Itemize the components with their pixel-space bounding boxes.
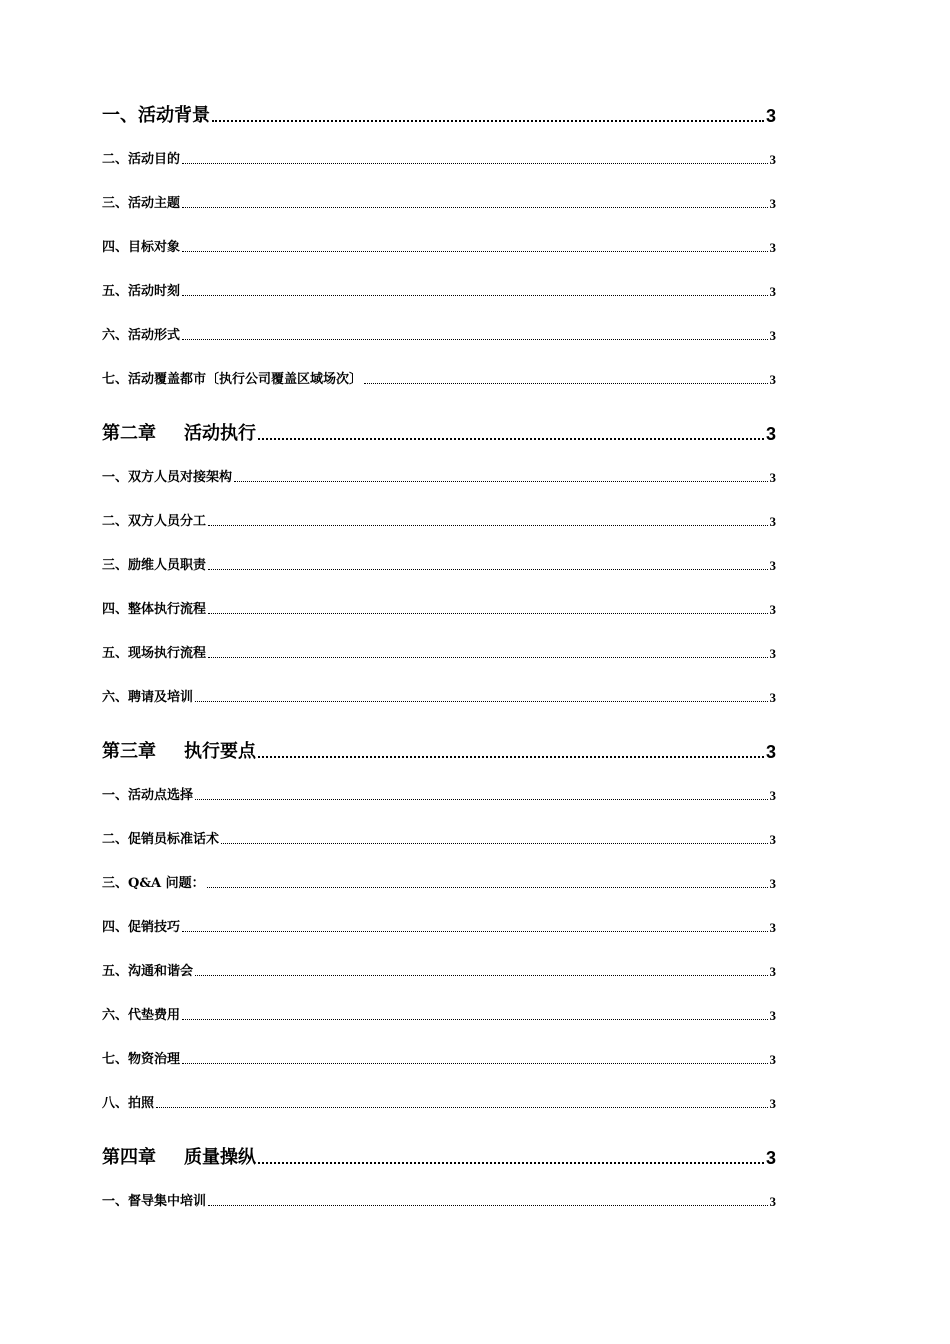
toc-entry-page: 3 [765, 1148, 776, 1168]
dot-leader [182, 251, 767, 252]
toc-entry-page: 3 [769, 1008, 776, 1023]
toc-entry[interactable] [102, 1004, 776, 1022]
toc-entry[interactable] [102, 642, 776, 660]
toc-chapter-entry[interactable] [102, 737, 776, 761]
toc-entry[interactable] [102, 101, 776, 125]
toc-entry-title: 七、物资治理 [102, 1052, 181, 1067]
toc-chapter-entry[interactable] [102, 419, 776, 443]
dot-leader [182, 339, 767, 340]
dot-leader [208, 1205, 767, 1206]
toc-entry[interactable] [102, 510, 776, 528]
toc-entry-title [102, 425, 256, 443]
toc-entry-page: 3 [769, 470, 776, 485]
toc-entry-page: 3 [769, 602, 776, 617]
dot-leader [208, 525, 767, 526]
toc-entry-page: 3 [769, 558, 776, 573]
dot-leader [182, 1019, 767, 1020]
dot-leader [182, 295, 767, 296]
toc-entry[interactable] [102, 324, 776, 342]
dot-leader [156, 1107, 767, 1108]
toc-entry-title: 四、目标对象 [102, 240, 181, 255]
toc-entry-page: 3 [769, 964, 776, 979]
toc-entry-title: 五、沟通和谐会 [102, 964, 194, 979]
dot-leader [212, 120, 764, 122]
toc-entry-title: 三、活动主题 [102, 196, 181, 211]
chapter-number: 第二章 [102, 423, 156, 444]
toc-entry-page: 3 [769, 240, 776, 255]
toc-entry-title: 二、活动目的 [102, 152, 181, 167]
toc-entry-title: 一、活动点选择 [102, 788, 194, 803]
dot-leader [258, 438, 764, 440]
dot-leader [208, 569, 767, 570]
toc-chapter-entry[interactable] [102, 1143, 776, 1167]
toc-entry-page: 3 [769, 328, 776, 343]
toc-entry[interactable] [102, 368, 776, 386]
dot-leader [208, 657, 767, 658]
toc-entry-page: 3 [765, 106, 776, 126]
toc-entry-page: 3 [765, 742, 776, 762]
toc-entry-page: 3 [769, 152, 776, 167]
toc-entry-page: 3 [765, 424, 776, 444]
toc-entry[interactable] [102, 466, 776, 484]
chapter-title: 执行要点 [184, 741, 256, 762]
toc-entry-page: 3 [769, 690, 776, 705]
toc-entry-title: 三、Q&A 问题： [102, 876, 205, 891]
toc-entry-page: 3 [769, 920, 776, 935]
toc-entry-page: 3 [769, 514, 776, 529]
toc-entry[interactable] [102, 1092, 776, 1110]
toc-entry-page: 3 [769, 832, 776, 847]
toc-entry[interactable] [102, 960, 776, 978]
chapter-title: 活动执行 [184, 423, 256, 444]
toc-entry[interactable] [102, 828, 776, 846]
toc-entry-page: 3 [769, 284, 776, 299]
toc-entry-title: 一、双方人员对接架构 [102, 470, 233, 485]
toc-entry-page: 3 [769, 196, 776, 211]
toc-entry-title: 一、督导集中培训 [102, 1194, 207, 1209]
dot-leader [182, 931, 767, 932]
toc-entry-page: 3 [769, 876, 776, 891]
toc-entry-page: 3 [769, 1096, 776, 1111]
dot-leader [182, 163, 767, 164]
dot-leader [195, 701, 767, 702]
dot-leader [182, 1063, 767, 1064]
toc-entry-title: 二、双方人员分工 [102, 514, 207, 529]
toc-entry[interactable] [102, 1190, 776, 1208]
dot-leader [258, 756, 764, 758]
toc-entry[interactable] [102, 872, 776, 890]
toc-entry-page: 3 [769, 1194, 776, 1209]
dot-leader [364, 383, 767, 384]
chapter-number: 第四章 [102, 1147, 156, 1168]
chapter-title: 质量操纵 [184, 1147, 256, 1168]
toc-entry-title [102, 743, 256, 761]
toc-entry[interactable] [102, 598, 776, 616]
toc-entry[interactable] [102, 192, 776, 210]
toc-entry-title: 六、聘请及培训 [102, 690, 194, 705]
toc-entry[interactable] [102, 554, 776, 572]
toc-entry[interactable] [102, 916, 776, 934]
toc-entry-title: 八、拍照 [102, 1096, 155, 1111]
toc-entry[interactable] [102, 148, 776, 166]
toc-entry[interactable] [102, 280, 776, 298]
dot-leader [195, 799, 767, 800]
toc-entry[interactable] [102, 236, 776, 254]
dot-leader [221, 843, 767, 844]
toc-entry[interactable] [102, 686, 776, 704]
toc-entry[interactable] [102, 784, 776, 802]
dot-leader [234, 481, 767, 482]
dot-leader [195, 975, 767, 976]
toc-entry-title: 六、活动形式 [102, 328, 181, 343]
toc-entry-title: 七、活动覆盖都市〔执行公司覆盖区域场次〕 [102, 372, 363, 387]
toc-entry-title: 四、整体执行流程 [102, 602, 207, 617]
toc-entry-title: 五、活动时刻 [102, 284, 181, 299]
toc-entry-page: 3 [769, 788, 776, 803]
toc-entry[interactable] [102, 1048, 776, 1066]
toc-entry-title: 二、促销员标准话术 [102, 832, 220, 847]
toc-entry-page: 3 [769, 1052, 776, 1067]
toc-entry-title: 四、促销技巧 [102, 920, 181, 935]
toc-entry-page: 3 [769, 372, 776, 387]
toc-entry-title: 五、现场执行流程 [102, 646, 207, 661]
dot-leader [258, 1162, 764, 1164]
toc-entry-title: 三、励维人员职责 [102, 558, 207, 573]
toc-entry-title: 一、活动背景 [102, 105, 210, 126]
chapter-number: 第三章 [102, 741, 156, 762]
dot-leader [207, 887, 768, 888]
toc-entry-title [102, 1149, 256, 1167]
toc-entry-page: 3 [769, 646, 776, 661]
dot-leader [182, 207, 767, 208]
toc-entry-title: 六、代垫费用 [102, 1008, 181, 1023]
dot-leader [208, 613, 767, 614]
